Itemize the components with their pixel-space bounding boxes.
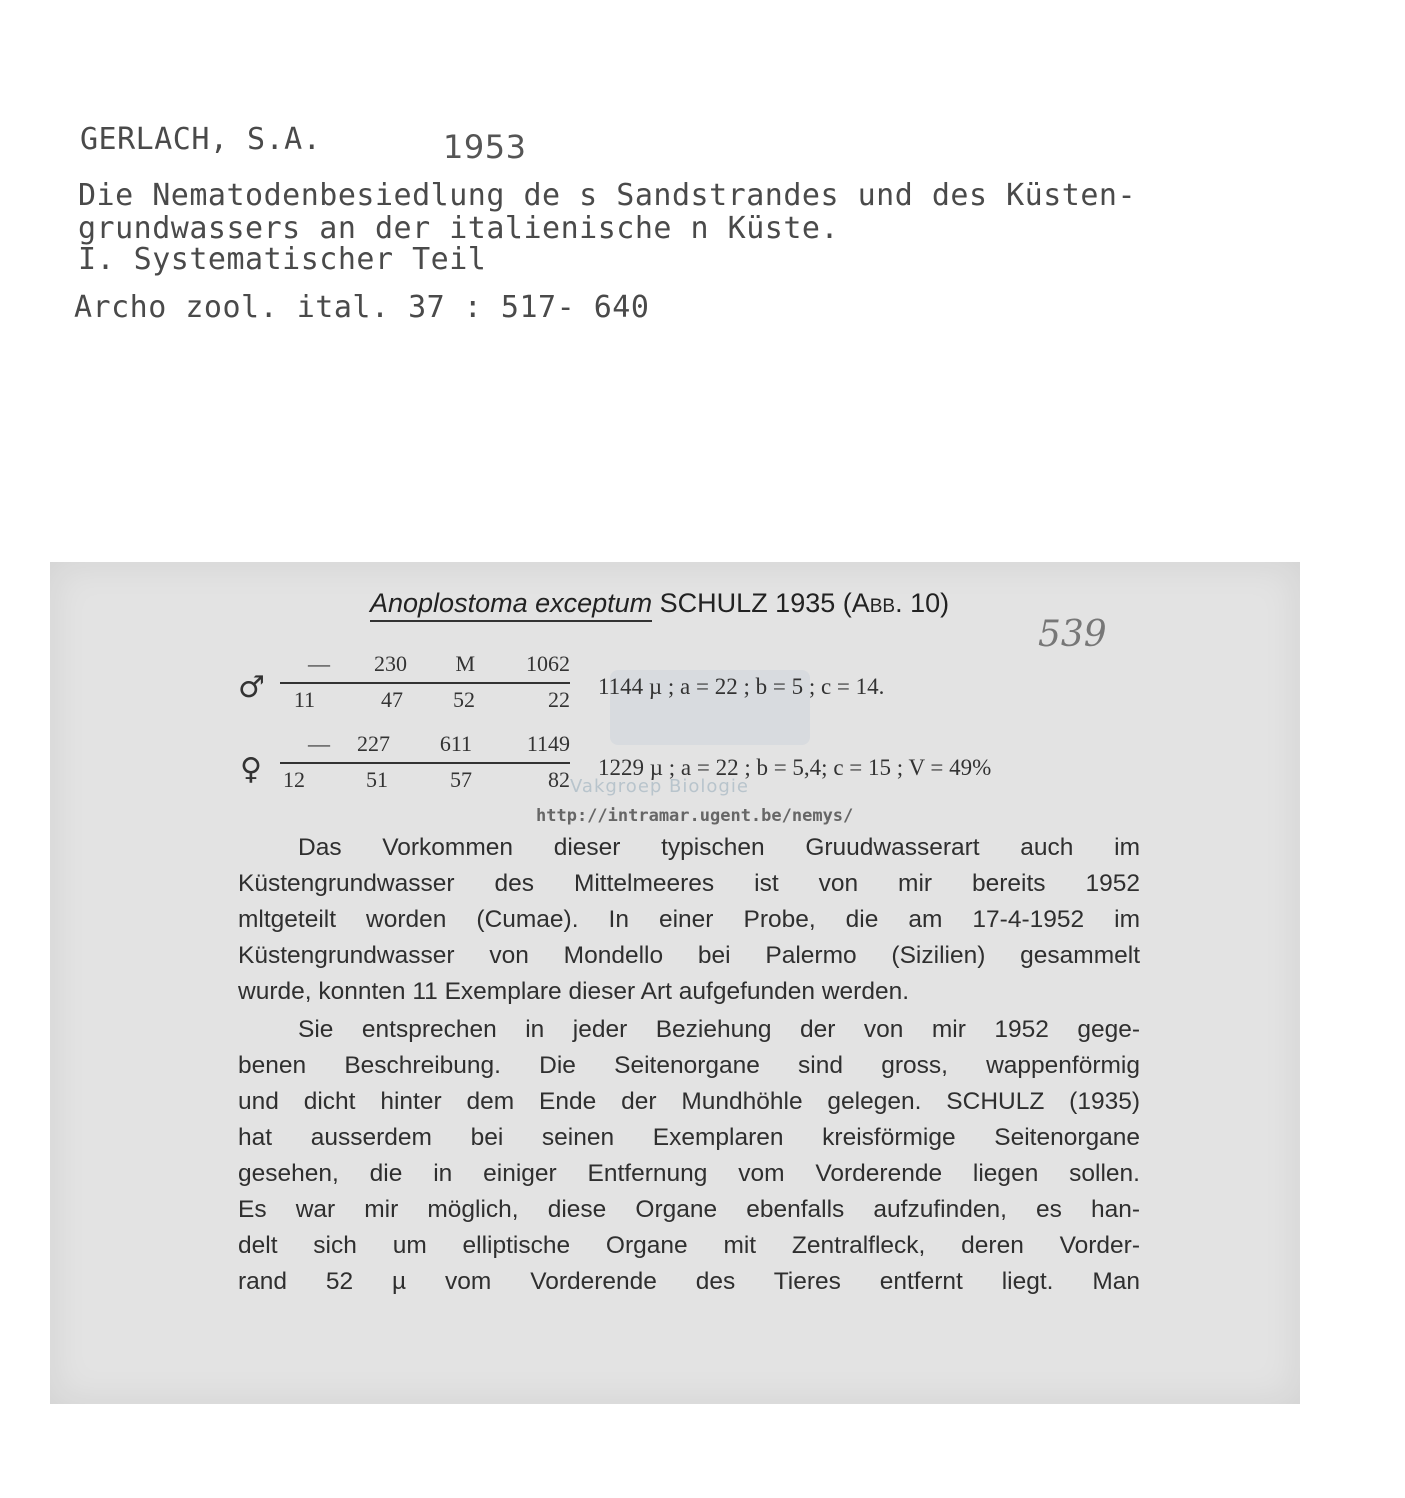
- paragraph-1-line: Küstengrundwasser des Mittelmeeres ist von mir bereits 1952: [238, 870, 1140, 897]
- female-top-1: —: [308, 731, 330, 756]
- female-top-2: 227: [357, 731, 390, 756]
- female-symbol-icon: ♀: [240, 752, 262, 787]
- species-author: SCHULZ 1935 (Abb. 10): [659, 588, 950, 618]
- paragraph-2-line: gesehen, die in einiger Entfernung vom Vorderende liegen sollen.: [238, 1160, 1140, 1187]
- male-top-3: M: [455, 651, 475, 676]
- male-bottom-3: 52: [453, 687, 475, 712]
- card-author: GERLACH, S.A.: [80, 122, 322, 157]
- paragraph-2-line: Es war mir möglich, diese Organe ebenfalls aufzufinden, es han-: [238, 1196, 1140, 1223]
- paragraph-1-line: Das Vorkommen dieser typischen Gruudwasserart auch im: [298, 834, 1140, 861]
- paragraph-2: [238, 1012, 1140, 1300]
- card-title-line-3: I. Systematischer Teil: [78, 242, 487, 277]
- card-title-line-1: Die Nematodenbesiedlung de s Sandstrandes und des Küsten-: [78, 178, 1137, 213]
- handwritten-page-number: 539: [1038, 614, 1107, 655]
- male-fraction-line: [280, 682, 570, 684]
- male-top-1: —: [308, 651, 330, 676]
- female-bottom-4: 82: [548, 767, 570, 792]
- female-top-4: 1149: [526, 731, 570, 756]
- card-year: 1953: [443, 128, 527, 166]
- species-heading: [370, 588, 949, 619]
- male-bottom-4: 22: [548, 687, 570, 712]
- female-formula: [280, 727, 570, 797]
- paragraph-1-line: Küstengrundwasser von Mondello bei Palermo (Sizilien) gesammelt: [238, 942, 1140, 969]
- paragraph-1-line: mltgeteilt worden (Cumae). In einer Probe, die am 17-4-1952 im: [238, 906, 1140, 933]
- paragraph-2-line: Sie entsprechen in jeder Beziehung der von mir 1952 gege-: [298, 1016, 1140, 1043]
- male-top-4: 1062: [526, 651, 570, 676]
- female-fraction-line: [280, 762, 570, 764]
- male-formula: [280, 647, 570, 717]
- species-name: Anoplostoma exceptum: [370, 588, 652, 622]
- paragraph-1: [238, 830, 1140, 1010]
- watermark-text: Vakgroep Biologie: [570, 776, 749, 797]
- male-measurements: 1144 µ ; a = 22 ; b = 5 ; c = 14.: [598, 674, 885, 699]
- female-bottom-2: 51: [366, 767, 388, 792]
- paragraph-1-line: wurde, konnten 11 Exemplare dieser Art aufgefunden werden.: [238, 978, 909, 1005]
- paragraph-2-line: hat ausserdem bei seinen Exemplaren kreisförmige Seitenorgane: [238, 1124, 1140, 1151]
- paragraph-2-line: und dicht hinter dem Ende der Mundhöhle gelegen. SCHULZ (1935): [238, 1088, 1140, 1115]
- journal-clipping: [50, 562, 1300, 1404]
- male-top-2: 230: [374, 651, 407, 676]
- watermark-url: http://intramar.ugent.be/nemys/: [536, 806, 854, 826]
- card-reference: Archo zool. ital. 37 : 517- 640: [74, 290, 650, 325]
- paragraph-2-line: benen Beschreibung. Die Seitenorgane sind gross, wappenförmig: [238, 1052, 1140, 1079]
- female-bottom-1: 12: [283, 767, 305, 792]
- card-title-line-2: grundwassers an der italienische n Küste.: [78, 211, 840, 246]
- male-symbol-icon: ♂: [238, 670, 265, 705]
- male-bottom-1: 11: [293, 687, 315, 712]
- female-bottom-3: 57: [450, 767, 472, 792]
- female-top-3: 611: [439, 731, 472, 756]
- paragraph-2-line: rand 52 µ vom Vorderende des Tieres entfernt liegt. Man: [238, 1268, 1140, 1295]
- paragraph-2-line: delt sich um elliptische Organe mit Zentralfleck, deren Vorder-: [238, 1232, 1140, 1259]
- male-bottom-2: 47: [381, 687, 403, 712]
- female-measurements: 1229 µ ; a = 22 ; b = 5,4; c = 15 ; V = 49%: [598, 755, 992, 780]
